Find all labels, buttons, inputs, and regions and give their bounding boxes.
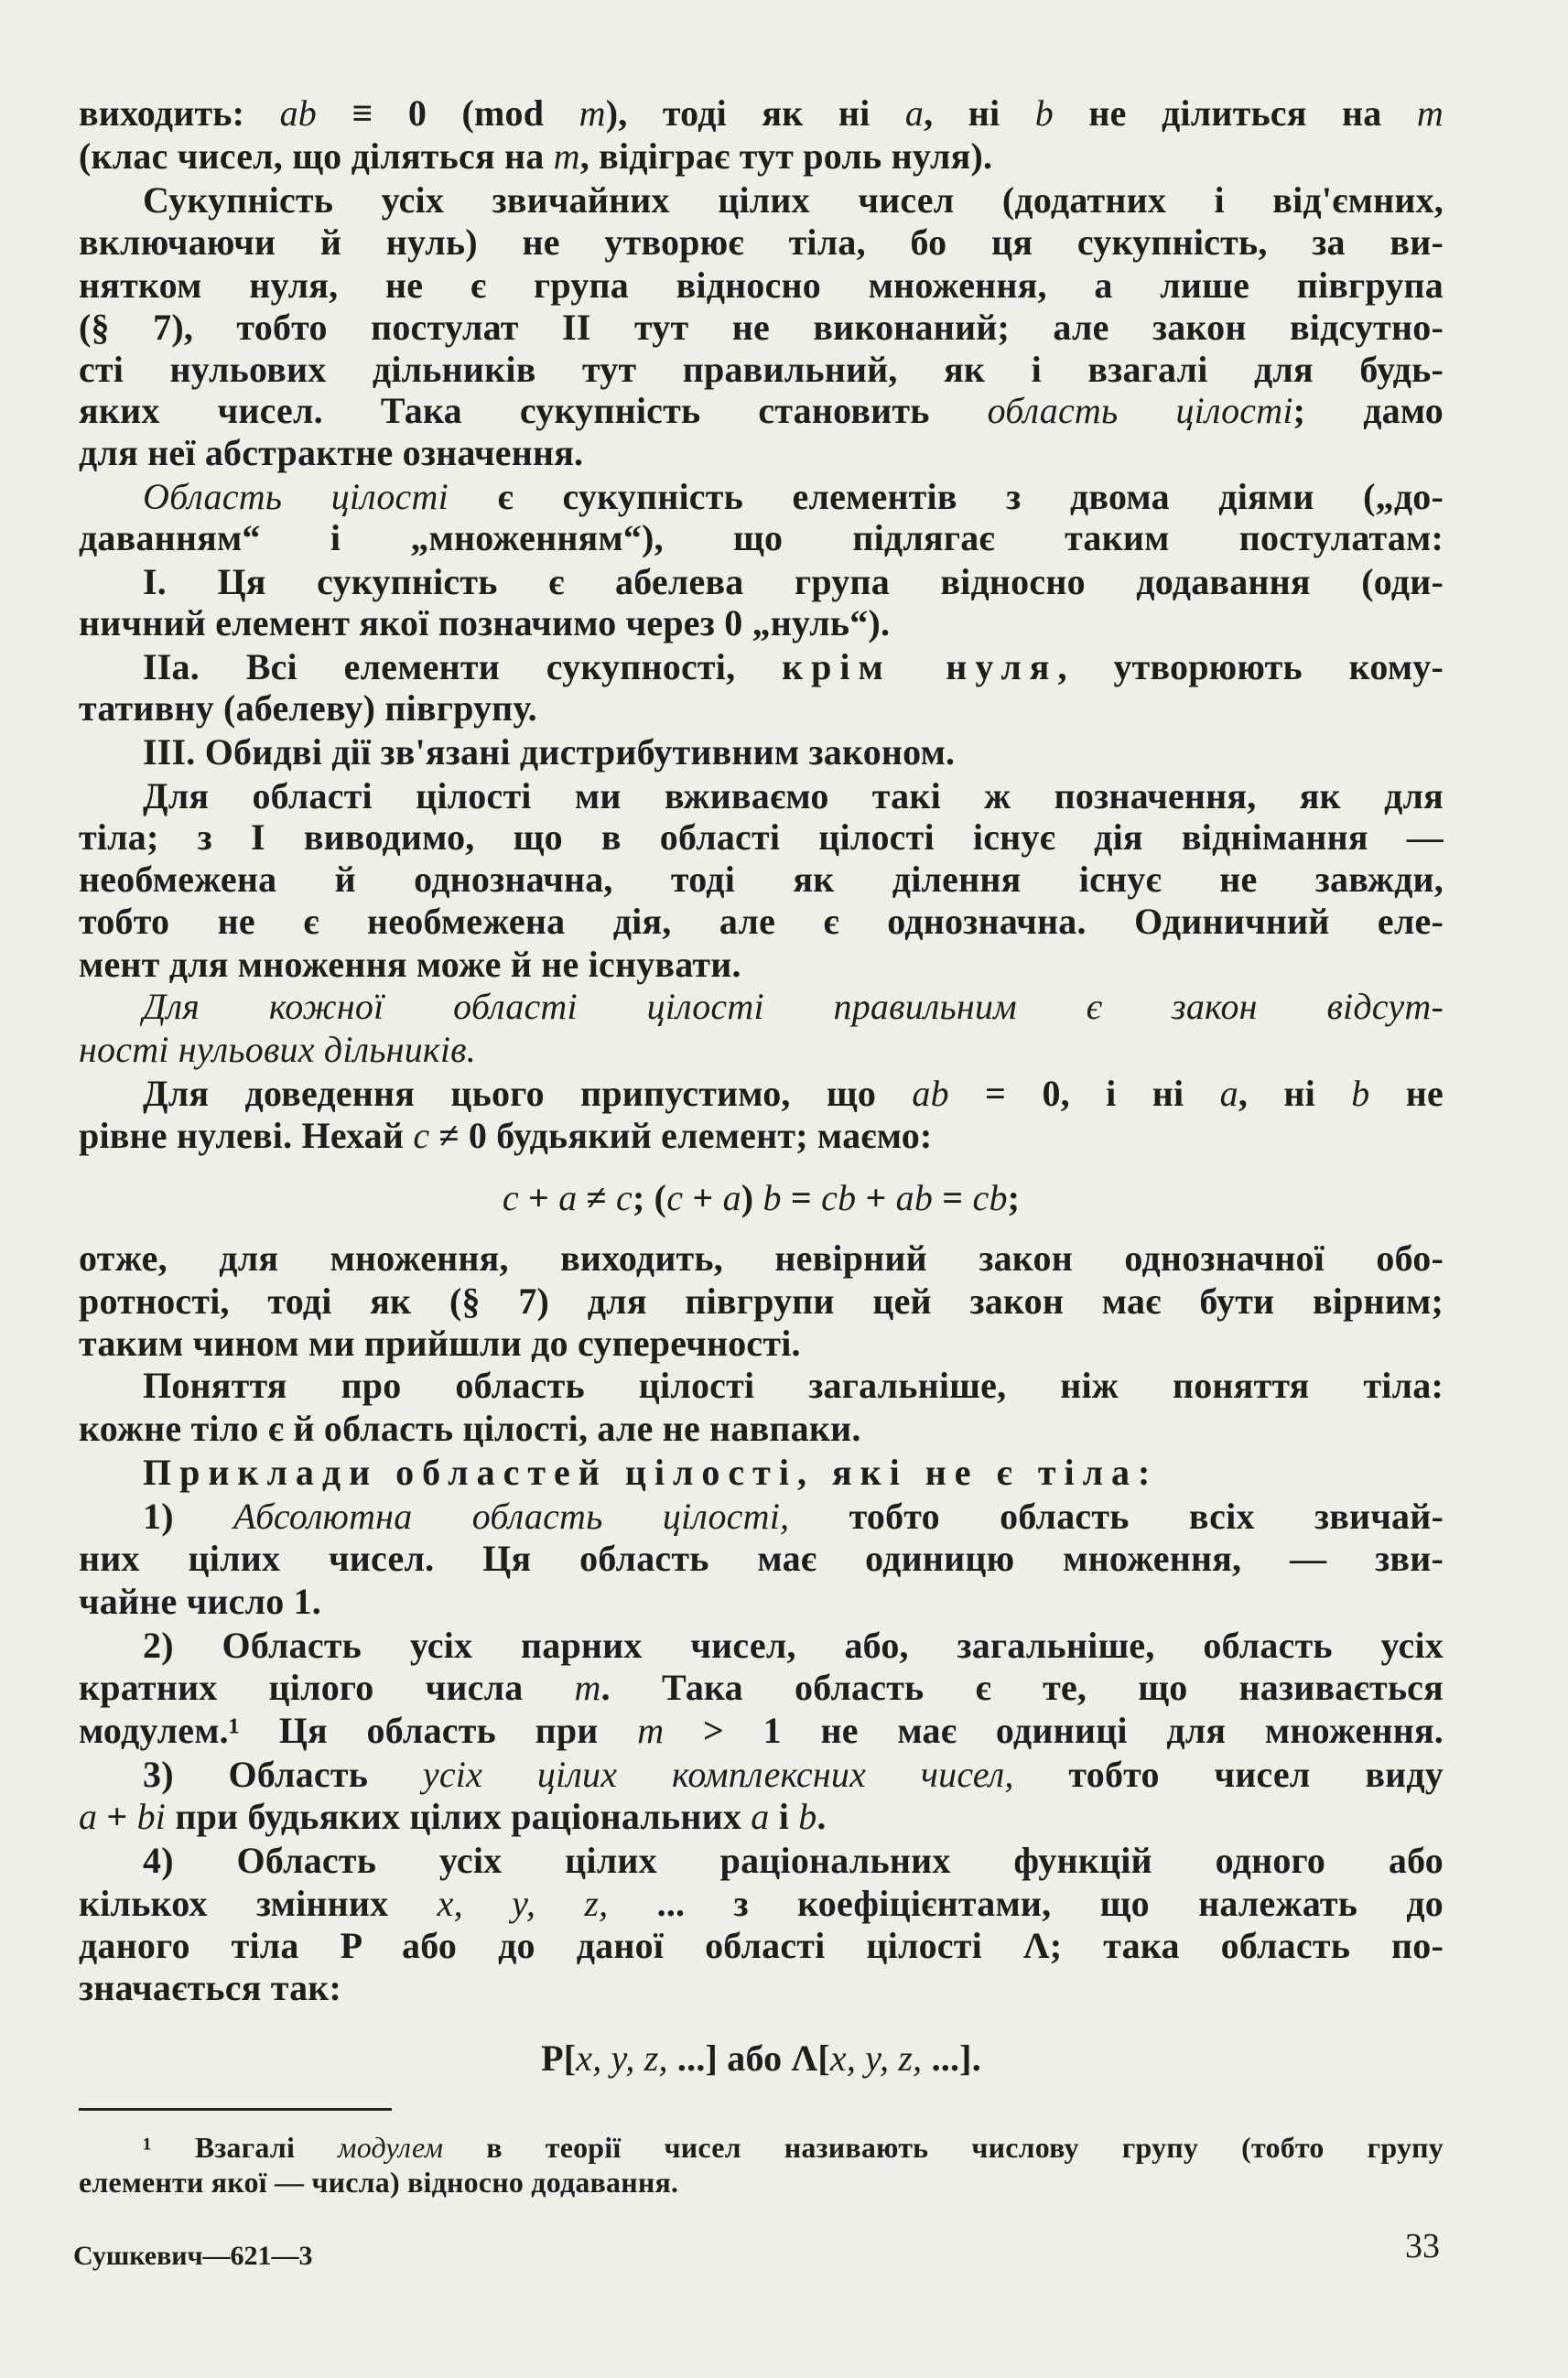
text-segment: , ні <box>924 92 1035 135</box>
text-segment: і <box>769 1796 799 1838</box>
text-segment: ; <box>1007 1177 1021 1219</box>
text-segment: ¹ Взагалі <box>143 2130 339 2164</box>
italic-text: m <box>574 1667 601 1709</box>
italic-text: b <box>1034 92 1054 135</box>
text-line <box>79 178 1444 222</box>
italic-text: ab <box>279 92 318 135</box>
text-segment: , утворюють кому- <box>1057 646 1444 688</box>
text-line <box>79 1407 1444 1451</box>
text-line <box>79 774 1444 818</box>
text-line <box>79 92 1444 135</box>
italic-text: m <box>553 135 580 177</box>
text-segment: ... з коефіцієнтами, що належать до <box>608 1882 1444 1924</box>
text-segment: не <box>1369 1072 1444 1114</box>
italic-text: c <box>615 1177 633 1219</box>
text-segment: включаючи й нуль) не утворює тіла, бо ця сукупність, за ви- <box>79 222 1444 264</box>
italic-text: a <box>722 1177 741 1219</box>
text-line <box>79 686 1444 730</box>
text-line <box>79 1495 1444 1539</box>
italic-text: x, y, z, <box>829 2037 923 2079</box>
text-line <box>79 560 1444 604</box>
text-segment: ...]. <box>922 2037 981 2079</box>
text-segment: + <box>97 1796 137 1838</box>
italic-text: область цілості <box>987 390 1293 432</box>
text-line <box>79 1966 1444 2010</box>
text-segment: тобто область всіх звичай- <box>789 1496 1444 1537</box>
text-line <box>79 306 1444 350</box>
italic-text: cb <box>972 1177 1008 1219</box>
italic-text: a <box>558 1177 578 1219</box>
text-line <box>79 2164 1444 2200</box>
text-line <box>79 985 1444 1029</box>
spaced-text: крім нуля <box>782 646 1058 688</box>
text-segment: ) <box>741 1177 763 1219</box>
italic-text: m <box>579 92 606 135</box>
italic-text: b <box>798 1796 817 1838</box>
italic-text: a <box>904 92 925 135</box>
text-segment: > 1 не має одиниці для множення. <box>664 1709 1444 1751</box>
text-segment: . Така область є те, що називається <box>600 1667 1444 1709</box>
text-segment: I. Ця сукупність є абелева група відносно додавання (оди- <box>143 561 1444 603</box>
text-line <box>79 900 1444 944</box>
text-segment: сті нульових дільників тут правильний, як і взагалі для будь- <box>79 349 1444 391</box>
text-line <box>79 1364 1444 1408</box>
text-line <box>79 1114 1444 1158</box>
text-line <box>79 1624 1444 1668</box>
text-segment: + <box>518 1177 559 1219</box>
text-line <box>79 1795 1444 1839</box>
text-segment: ), тоді як ні <box>605 92 905 135</box>
text-segment: Для доведення цього припустимо, що <box>143 1072 913 1114</box>
text-segment: модулем.¹ Ця область при <box>79 1709 638 1751</box>
text-line <box>79 858 1444 902</box>
italic-text: b <box>1351 1072 1370 1114</box>
italic-text: a <box>79 1796 98 1838</box>
text-line <box>79 516 1444 560</box>
text-segment: . <box>816 1796 827 1838</box>
text-segment: 3) Область <box>143 1753 423 1795</box>
text-line <box>79 135 1444 178</box>
text-line <box>79 1753 1444 1797</box>
italic-text: cb <box>821 1177 857 1219</box>
text-segment: ничний елемент якої позначимо через 0 „нуль“). <box>79 602 891 644</box>
text-line <box>79 1882 1444 1926</box>
text-line <box>79 1028 1444 1072</box>
text-line <box>79 730 1444 774</box>
text-segment: ; дамо <box>1292 390 1444 432</box>
text-segment: кількох змінних <box>79 1882 438 1924</box>
text-line <box>79 1237 1444 1281</box>
text-segment: III. Обидві дії зв'язані дистрибутивним законом. <box>143 730 956 773</box>
italic-text: a <box>751 1796 770 1838</box>
italic-text: bi <box>136 1796 167 1838</box>
text-line <box>79 943 1444 987</box>
italic-text: x, y, z, <box>576 2037 668 2079</box>
text-segment: при будьяких цілих раціональних <box>166 1796 752 1838</box>
text-segment: 2) Область усіх парних чисел, або, загальніше, область усіх <box>143 1624 1444 1666</box>
spaced-text: Приклади областей цілості, які не є тіла: <box>143 1451 1159 1493</box>
text-segment: таким чином ми прийшли до суперечності. <box>79 1323 801 1365</box>
italic-text: c <box>666 1177 684 1219</box>
text-line <box>79 431 1444 475</box>
text-segment: ...] або Λ[ <box>667 2037 830 2079</box>
footnote-divider <box>79 2108 392 2111</box>
text-segment: для неї абстрактне означення. <box>79 432 584 474</box>
italic-text: ab <box>912 1072 949 1114</box>
text-segment: Для області цілості ми вживаємо такі ж позначення, як для <box>143 774 1444 816</box>
text-segment: + <box>856 1177 896 1219</box>
formula-line <box>79 2037 1444 2081</box>
text-line <box>79 475 1444 519</box>
text-segment: P[ <box>541 2037 577 2079</box>
text-line <box>79 1839 1444 1883</box>
text-segment: даного тіла P або до даної області цілості Λ; така область по- <box>79 1924 1444 1966</box>
italic-text: m <box>1416 92 1444 135</box>
text-segment: + <box>683 1177 723 1219</box>
text-segment: мент для множення може й не існувати. <box>79 943 741 985</box>
text-segment: отже, для множення, виходить, невірний закон однозначної обо- <box>79 1238 1444 1280</box>
text-segment: , відіграє тут роль нуля). <box>579 135 993 177</box>
text-line <box>79 1537 1444 1581</box>
text-segment: рівне нулеві. Нехай <box>79 1115 414 1157</box>
text-segment: , ні <box>1238 1072 1352 1114</box>
text-segment: тобто чисел виду <box>1013 1753 1444 1795</box>
text-segment: ≡ 0 (mod <box>317 92 579 135</box>
text-segment: елементи якої — числа) відносно додавання. <box>79 2165 679 2199</box>
text-line <box>79 1280 1444 1324</box>
italic-text: c <box>413 1115 430 1157</box>
italic-text: b <box>762 1177 782 1219</box>
italic-text: a <box>1219 1072 1238 1114</box>
text-segment: ≠ 0 будьякий елемент; маємо: <box>429 1115 933 1157</box>
text-segment: кожне тіло є й область цілості, але не навпаки. <box>79 1407 861 1449</box>
italic-text: Абсолютна область цілості, <box>233 1496 790 1537</box>
text-segment: ротності, тоді як (§ 7) для півгрупи цей закон має бути вірним; <box>79 1280 1444 1322</box>
text-line <box>79 1709 1444 1753</box>
text-line <box>79 2129 1444 2166</box>
text-segment: 1) <box>143 1496 234 1537</box>
text-segment: значається так: <box>79 1967 342 2009</box>
text-line <box>79 1580 1444 1624</box>
italic-text: x, y, z, <box>437 1882 609 1924</box>
text-segment: нятком нуля, не є група відносно множення, а лише півгрупа <box>79 264 1444 306</box>
italic-text: модулем <box>338 2130 444 2164</box>
text-segment: = <box>781 1177 822 1219</box>
text-segment: кратних цілого числа <box>79 1667 575 1709</box>
text-line <box>79 348 1444 392</box>
italic-text: m <box>637 1709 665 1751</box>
text-line <box>79 645 1444 689</box>
text-segment: чайне число 1. <box>79 1580 322 1622</box>
text-segment: не ділиться на <box>1053 92 1417 135</box>
text-segment: Поняття про область цілості загальніше, ніж поняття тіла: <box>143 1365 1444 1407</box>
text-line <box>79 221 1444 265</box>
text-line <box>79 1072 1444 1116</box>
text-line <box>79 264 1444 308</box>
text-segment: IIa. Всі елементи сукупності, <box>143 646 783 688</box>
text-segment: в теорії чисел називають числову групу (тобто групу <box>443 2130 1444 2164</box>
formula-line <box>79 1176 1444 1220</box>
text-line <box>79 1924 1444 1968</box>
text-line <box>79 816 1444 859</box>
text-segment: необмежена й однозначна, тоді як ділення існує не завжди, <box>79 859 1444 901</box>
text-line <box>79 1322 1444 1366</box>
italic-text: ab <box>895 1177 934 1219</box>
text-segment: тіла; з I виводимо, що в області цілості існує дія віднімання — <box>79 816 1444 858</box>
text-segment: ; ( <box>632 1177 667 1219</box>
text-segment: тобто не є необмежена дія, але є однозначна. Одиничний еле- <box>79 901 1444 943</box>
page-number: 33 <box>1405 2227 1440 2265</box>
text-segment: є сукупність елементів з двома діями („до- <box>448 476 1444 518</box>
text-line <box>79 601 1444 645</box>
text-segment: даванням“ і „множенням“), що підлягає таким постулатам: <box>79 517 1444 559</box>
italic-text: ності нульових дільників. <box>79 1028 476 1070</box>
text-line <box>79 1666 1444 1710</box>
printer-signature: Сушкевич—621—3 <box>73 2241 313 2271</box>
text-segment: ≠ <box>577 1177 616 1219</box>
text-segment: 4) Область усіх цілих раціональних функцій одного або <box>143 1840 1444 1882</box>
text-segment: тативну (абелеву) півгрупу. <box>79 686 537 729</box>
text-segment: Сукупність усіх звичайних цілих чисел (додатних і від'ємних, <box>143 178 1444 221</box>
text-segment: яких чисел. Така сукупність становить <box>79 390 988 432</box>
text-segment: = 0, і ні <box>948 1072 1220 1114</box>
text-line <box>79 1451 1444 1495</box>
text-line <box>79 389 1444 433</box>
text-segment: них цілих чисел. Ця область має одиницю множення, — зви- <box>79 1538 1444 1580</box>
italic-text: усіх цілих комплексних чисел, <box>422 1753 1014 1795</box>
italic-text: c <box>502 1177 519 1219</box>
italic-text: Область цілості <box>143 476 449 518</box>
text-segment: (клас чисел, що діляться на <box>79 135 554 177</box>
text-segment: = <box>933 1177 973 1219</box>
text-segment: виходить: <box>79 92 280 135</box>
italic-text: Для кожної області цілості правильним є закон відсут- <box>143 986 1444 1028</box>
text-segment: (§ 7), тобто постулат II тут не виконаний; але закон відсутно- <box>79 306 1444 348</box>
